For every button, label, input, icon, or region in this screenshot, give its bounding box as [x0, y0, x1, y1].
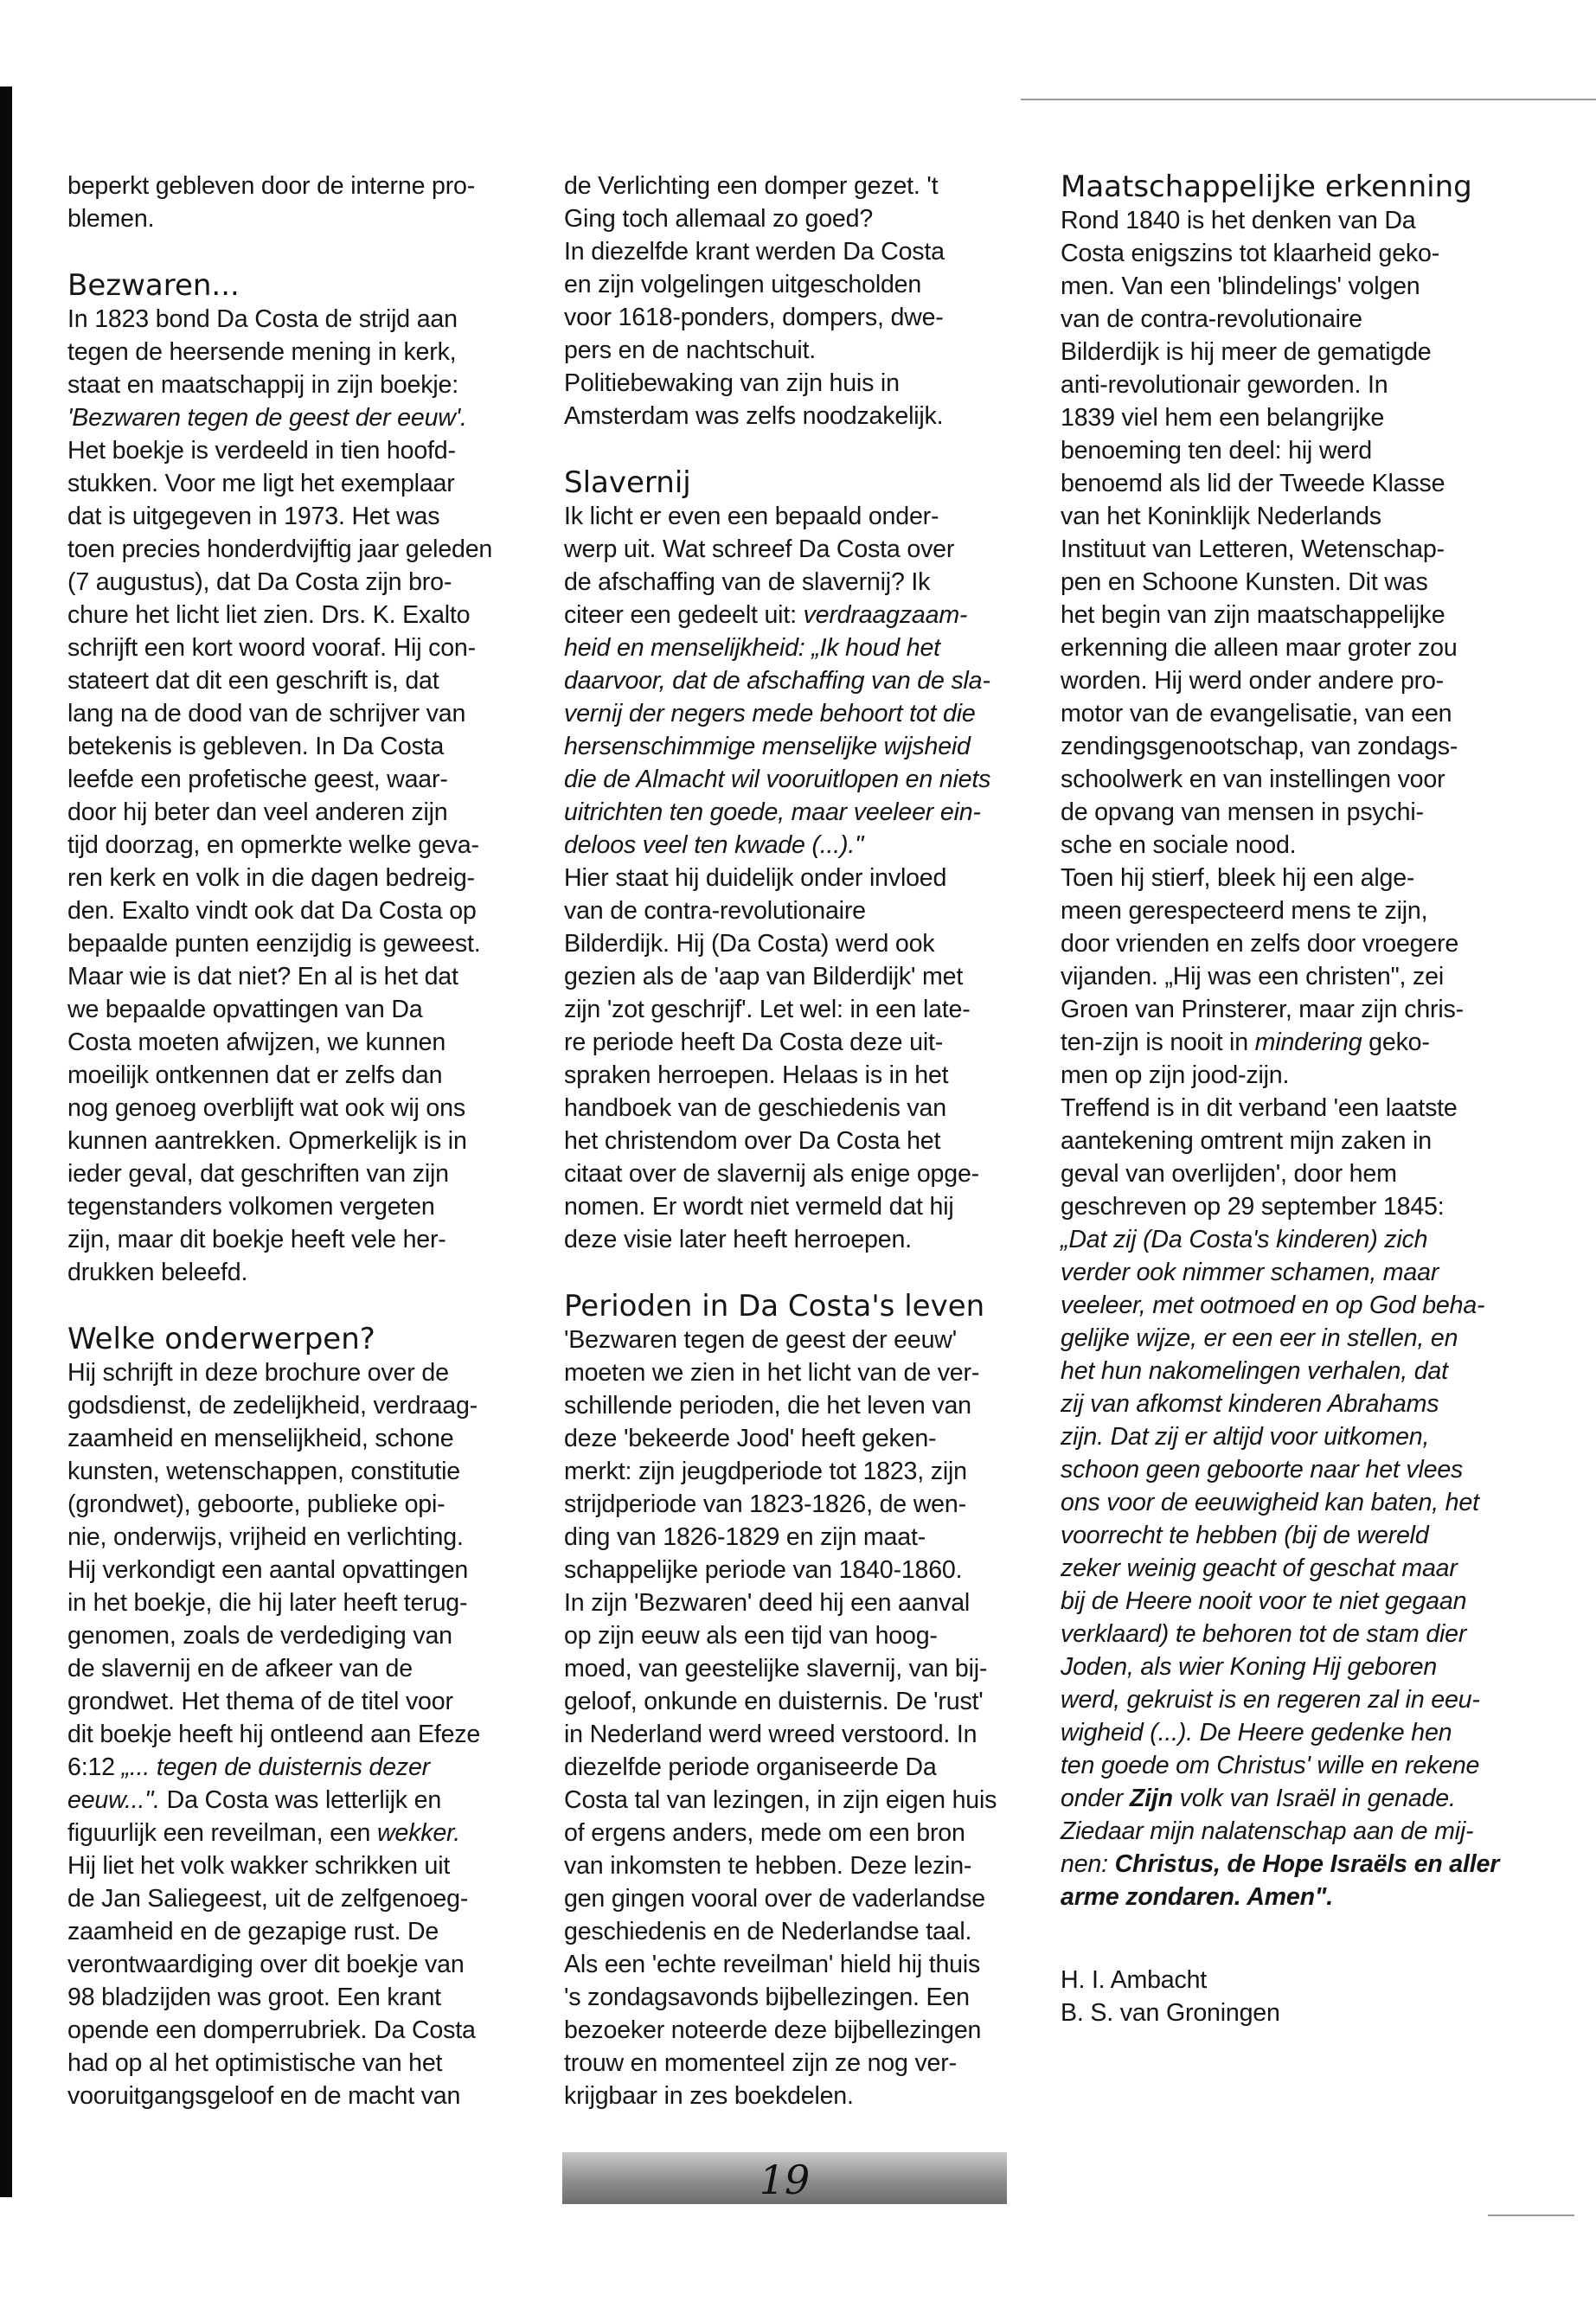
page-number-bar: [562, 2152, 1007, 2204]
column-3: [1061, 170, 1510, 2029]
bottom-rule: [1488, 2214, 1574, 2216]
heading-slavernij: Slavernij: [564, 465, 691, 500]
testament-quote: „Dat zij (Da Costa's kinderen) zich verder ook nimmer schamen, maar veeleer, met ootmoed en op God beha- gelijke wijze, er een eer in stellen, en het hun nakomelingen verhalen, dat zij van afkomst kinderen Abrahams zijn. Dat zij er altijd voor uitkomen, schoon geen geboorte naar het vlees ons voor de eeuwigheid kan baten, het voorrecht te hebben (bij de wereld zeker weinig geacht of geschat maar bij de Heere nooit voor te niet gegaan verklaard) te behoren tot de stam dier Joden, als wier Koning Hij geboren werd, gekruist is en regeren zal in eeu- wigheid (...). De Heere gedenke hen ten goede om Christus' wille en rekene onder Zijn volk van Israël in genade. Ziedaar mijn nalatenschap aan de mij- nen: Christus, de Hope Israëls en aller arme zondaren. Amen".: [1061, 1226, 1500, 1911]
author-1: H. I. Ambacht: [1061, 1966, 1208, 1994]
heading-onderwerpen: Welke onderwerpen?: [67, 1322, 375, 1356]
slavernij-quote: verdraagzaam- heid en menselijkheid: „Ik houd het daarvoor, dat de afschaffing van de sla- vernij der negers mede behoort tot die hersenschimmige menselijke wijsheid die de Almacht wil vooruitlopen en niets uitrichten ten goede, maar veeleer ein- deloos veel ten kwade (...).": [564, 601, 991, 859]
erkenning-paragraph: Rond 1840 is het denken van Da Costa enigszins tot klaarheid geko- men. Van een 'blindelings' volgen van de contra-revolutionaire Bilderdijk is hij meer de gematigde anti-revolutionair geworden. In 1839 viel hem een belangrijke benoeming ten deel: hij werd benoemd als lid der Tweede Klasse van het Koninklijk Nederlands Instituut van Letteren, Wetenschap- pen en Schoone Kunsten. Dit was het begin van zijn maatschappelijke erkenning die alleen maar groter zou worden. Hij werd onder andere pro- motor van de evangelisatie, van een zendingsgenootschap, van zondags- schoolwerk en van instellingen voor de opvang van mensen in psychi- sche en sociale nood. Toen hij stierf, bleek hij een alge- meen gerespecteerd mens te zijn, door vrienden en zelfs door vroegere vijanden. „Hij was een christen", zei Groen van Prinsterer, maar zijn chris- ten-zijn is nooit in mindering geko- men op zijn jood-zijn. Treffend is in dit verband 'een laatste aantekening omtrent mijn zaken in geval van overlijden', door hem geschreven op 29 september 1845: „Dat zij (Da Costa's kinderen) zich verder ook nimmer schamen, maar veeleer, met ootmoed en op God beha- gelijke wijze, er een eer in stellen, en het hun nakomelingen verhalen, dat zij van afkomst kinderen Abrahams zijn. Dat zij er altijd voor uitkomen, schoon geen geboorte naar het vlees ons voor de eeuwigheid kan baten, het voorrecht te hebben (bij de wereld zeker weinig geacht of geschat maar bij de Heere nooit voor te niet gegaan verklaard) te behoren tot de stam dier Joden, als wier Koning Hij geboren werd, gekruist is en regeren zal in eeu- wigheid (...). De Heere gedenke hen ten goede om Christus' wille en rekene onder Zijn volk van Israël in genade. Ziedaar mijn nalatenschap aan de mij- nen: Christus, de Hope Israëls en aller arme zondaren. Amen".: [1061, 207, 1500, 1911]
page-number: 19: [759, 2157, 811, 2203]
heading-perioden: Perioden in Da Costa's leven: [564, 1289, 985, 1324]
onderwerpen-paragraph: Hij schrijft in deze brochure over de godsdienst, de zedelijkheid, verdraag- zaamheid en menselijkheid, schone kunsten, wetenschappen, constitutie (grondwet), geboorte, publieke opi- nie, onderwijs, vrijheid en verlichting. Hij verkondigt een aantal opvattingen in het boekje, die hij later heeft terug- genomen, zoals de verdediging van de slavernij en de afkeer van de grondwet. Het thema of de titel voor dit boekje heeft hij ontleend aan Efeze 6:12 „... tegen de duisternis dezer eeuw...". Da Costa was letterlijk en figuurlijk een reveilman, een wekker. Hij liet het volk wakker schrikken uit de Jan Saliegeest, uit de zelfgenoeg- zaamheid en de gezapige rust. De verontwaardiging over dit boekje van 98 bladzijden was groot. Een krant opende een domperrubriek. Da Costa had op al het optimistische van het vooruitgangsgeloof en de macht van: [67, 1359, 481, 2110]
top-rule: [1021, 99, 1596, 100]
author-2: B. S. van Groningen: [1061, 1999, 1280, 2027]
slavernij-paragraph: Ik licht er even een bepaald onder- werp uit. Wat schreef Da Costa over de afschaffing van de slavernij? Ik citeer een gedeelt uit: verdraagzaam- heid en menselijkheid: „Ik houd het daarvoor, dat de afschaffing van de sla- vernij der negers mede behoort tot die hersenschimmige menselijke wijsheid die de Almacht wil vooruitlopen en niets uitrichten ten goede, maar veeleer ein- deloos veel ten kwade (...)." Hier staat hij duidelijk onder invloed van de contra-revolutionaire Bilderdijk. Hij (Da Costa) werd ook gezien als de 'aap van Bilderdijk' met zijn 'zot geschrijf'. Let wel: in een late- re periode heeft Da Costa deze uit- spraken herroepen. Helaas is in het handboek van de geschiedenis van het christendom over Da Costa het citaat over de slavernij als enige opge- nomen. Er wordt niet vermeld dat hij deze visie later heeft herroepen.: [564, 503, 991, 1253]
column-2: [564, 170, 1014, 2112]
heading-erkenning: Maatschappelijke erkenning: [1061, 170, 1472, 204]
book-title: 'Bezwaren tegen de geest der eeuw'.: [67, 404, 467, 432]
verlichting-paragraph: de Verlichting een domper gezet. 't Ging toch allemaal zo goed? In diezelfde krant werden Da Costa en zijn volgelingen uitgescholden voor 1618-ponders, dompers, dwe- pers en de nachtschuit. Politiebewaking van zijn huis in Amsterdam was zelfs noodzakelijk.: [564, 172, 945, 430]
column-1: [67, 170, 517, 2112]
intro-paragraph: beperkt gebleven door de interne pro- blemen.: [67, 172, 476, 233]
bezwaren-paragraph: In 1823 bond Da Costa de strijd aan tegen de heersende mening in kerk, staat en maatschappij in zijn boekje: 'Bezwaren tegen de geest der eeuw'. Het boekje is verdeeld in tien hoofd- stukken. Voor me ligt het exemplaar dat is uitgegeven in 1973. Het was toen precies honderdvijftig jaar geleden (7 augustus), dat Da Costa zijn bro- chure het licht liet zien. Drs. K. Exalto schrijft een kort woord vooraf. Hij con- stateert dat dit een geschrift is, dat lang na de dood van de schrijver van betekenis is gebleven. In Da Costa leefde een profetische geest, waar- door hij beter dan veel anderen zijn tijd doorzag, en opmerkte welke geva- ren kerk en volk in die dagen bedreig- den. Exalto vindt ook dat Da Costa op bepaalde punten eenzijdig is geweest. Maar wie is dat niet? En al is het dat we bepaalde opvattingen van Da Costa moeten afwijzen, we kunnen moeilijk ontkennen dat er zelfs dan nog genoeg overblijft wat ook wij ons kunnen aantrekken. Opmerkelijk is in ieder geval, dat geschriften van zijn tegenstanders volkomen vergeten zijn, maar dit boekje heeft vele her- drukken beleefd.: [67, 305, 493, 1286]
perioden-paragraph: 'Bezwaren tegen de geest der eeuw' moeten we zien in het licht van de ver- schillende perioden, die het leven van deze 'bekeerde Jood' heeft geken- merkt: zijn jeugdperiode tot 1823, zijn strijdperiode van 1823-1826, de wen- ding van 1826-1829 en zijn maat- schappelijke periode van 1840-1860. In zijn 'Bezwaren' deed hij een aanval op zijn eeuw als een tijd van hoog- moed, van geestelijke slavernij, van bij- geloof, onkunde en duisternis. De 'rust' in Nederland werd wreed verstoord. In diezelfde periode organiseerde Da Costa tal van lezingen, in zijn eigen huis of ergens anders, mede om een bron van inkomsten te hebben. Deze lezin- gen gingen vooral over de vaderlandse geschiedenis en de Nederlandse taal. Als een 'echte reveilman' hield hij thuis 's zondagsavonds bijbellezingen. Een bezoeker noteerde deze bijbellezingen trouw en momenteel zijn ze nog ver- krijgbaar in zes boekdelen.: [564, 1326, 997, 2110]
heading-bezwaren: Bezwaren...: [67, 268, 240, 303]
binding-edge: [0, 87, 12, 2197]
